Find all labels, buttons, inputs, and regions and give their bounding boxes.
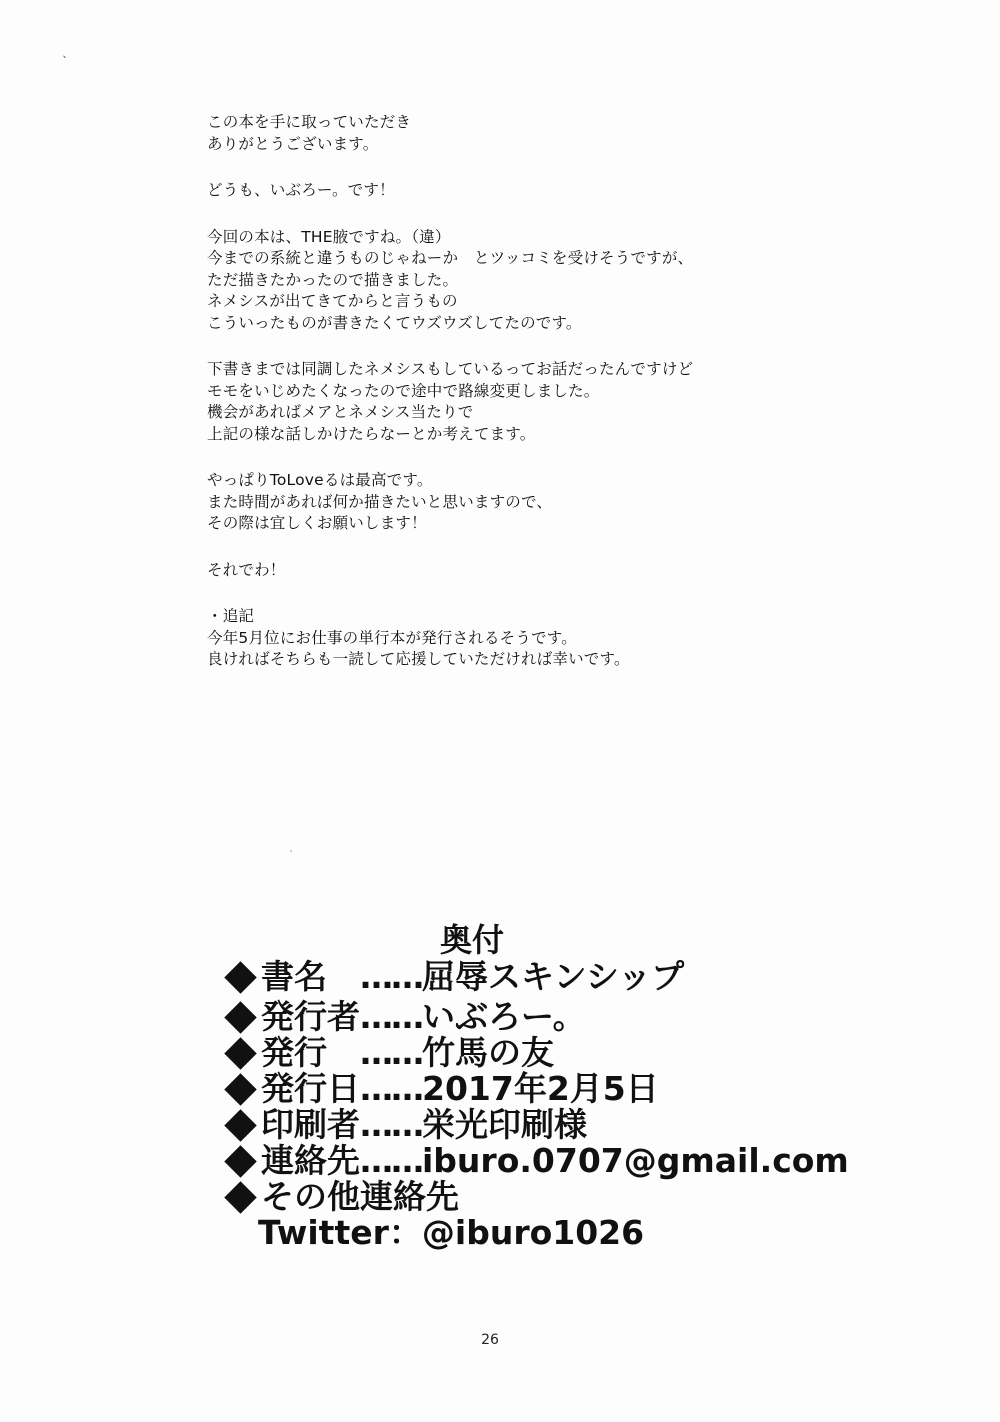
diamond-bullet-icon: [224, 1073, 257, 1106]
text-line: 下書きまでは同調したネメシスもしているってお話だったんですけど: [207, 360, 694, 378]
afterword-paragraph: [207, 112, 967, 155]
text-line: それでわ！: [207, 560, 286, 579]
scan-speck: [290, 850, 292, 852]
entry-label: 連絡先: [261, 1141, 360, 1180]
entry-value: 2017年2月5日: [422, 1069, 659, 1108]
afterword-paragraph: [207, 180, 967, 202]
afterword-paragraph: [207, 359, 967, 445]
entry-label: 発行: [261, 1033, 360, 1072]
text-line: ありがとうございます。: [207, 134, 379, 153]
afterword: [207, 112, 967, 696]
entry-value: 竹馬の友: [422, 1033, 554, 1072]
entry-label: 書名: [261, 957, 360, 996]
text-line: モモをいじめたくなったので途中で路線変更しました。: [207, 381, 600, 400]
afterword-paragraph: [207, 227, 967, 335]
colophon-title: 奥付: [440, 921, 505, 959]
text-line: この本を手に取っていただき: [207, 113, 412, 131]
colophon-entry-printer: [222, 1106, 587, 1144]
entry-separator: ……: [360, 1141, 422, 1180]
text-line: 良ければそちらも一読して応援していただければ幸いです。: [207, 650, 630, 668]
scan-speck: ˎ: [62, 44, 68, 58]
entry-label: 発行者: [261, 997, 360, 1036]
text-line: ・追記: [207, 607, 255, 625]
afterword-paragraph: [207, 470, 967, 535]
text-line: 上記の様な話しかけたらなーとか考えてます。: [207, 424, 536, 443]
diamond-bullet-icon: [224, 1037, 257, 1070]
text-line: 今回の本は、THE腋ですね。（違）: [207, 227, 451, 246]
text-line: どうも、いぶろー。です！: [207, 181, 395, 199]
text-line: こういったものが書きたくてウズウズしてたのです。: [207, 313, 582, 332]
colophon-entry-other-contact: [222, 1178, 459, 1216]
diamond-bullet-icon: [224, 961, 257, 994]
entry-separator: ……: [360, 1069, 422, 1108]
colophon-entry-date: [222, 1070, 659, 1108]
entry-value: 栄光印刷様: [422, 1105, 587, 1144]
entry-separator: ……: [360, 1105, 422, 1144]
colophon-entry-publisher: [222, 998, 586, 1036]
afterword-paragraph: [207, 606, 967, 671]
colophon-entry-circle: [222, 1034, 554, 1072]
diamond-bullet-icon: [224, 1109, 257, 1142]
diamond-bullet-icon: [224, 1181, 257, 1214]
entry-value: iburo.0707@gmail.com: [422, 1141, 849, 1180]
colophon-entry-contact: [222, 1142, 849, 1180]
twitter-handle: Twitter：@iburo1026: [258, 1213, 645, 1252]
entry-value: いぶろー。: [422, 997, 586, 1036]
text-line: やっぱりToLoveるは最高です。: [207, 471, 433, 489]
entry-value: 屈辱スキンシップ: [422, 957, 685, 996]
entry-separator: ……: [360, 957, 422, 996]
text-line: ネメシスが出てきてからと言うもの: [207, 292, 458, 310]
text-line: ただ描きたかったので描きました。: [207, 270, 459, 289]
diamond-bullet-icon: [224, 1145, 257, 1178]
text-line: その際は宜しくお願いします！: [207, 514, 427, 532]
text-line: 今までの系統と違うものじゃねーか とツッコミを受けそうですが、: [207, 249, 694, 267]
entry-label: その他連絡先: [261, 1177, 459, 1216]
entry-separator: ……: [360, 1033, 422, 1072]
text-line: また時間があれば何か描きたいと思いますので、: [207, 492, 553, 511]
entry-label: 印刷者: [261, 1105, 360, 1144]
entry-label: 発行日: [261, 1069, 360, 1108]
afterword-paragraph: [207, 560, 967, 582]
text-line: 今年5月位にお仕事の単行本が発行されるそうです。: [207, 628, 577, 647]
diamond-bullet-icon: [224, 1001, 257, 1034]
text-line: 機会があればメアとネメシス当たりで: [207, 403, 474, 421]
colophon-entry-title: [222, 958, 684, 996]
entry-separator: ……: [360, 997, 422, 1036]
page-number: 26: [481, 1332, 499, 1348]
